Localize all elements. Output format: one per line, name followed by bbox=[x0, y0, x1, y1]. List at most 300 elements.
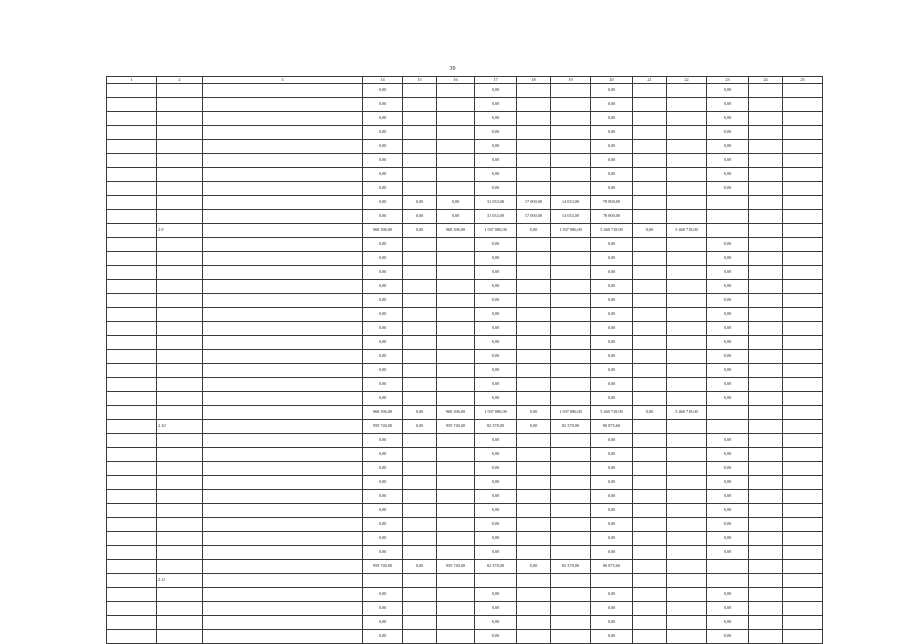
column-number-cell: 15 bbox=[403, 77, 437, 84]
value-cell: 0,00 bbox=[363, 448, 403, 462]
column-number-cell: 14 bbox=[363, 77, 403, 84]
value-cell: 0,00 bbox=[475, 308, 517, 322]
value-cell bbox=[633, 490, 667, 504]
row-label-cell bbox=[157, 476, 203, 490]
value-cell bbox=[633, 336, 667, 350]
value-cell bbox=[633, 84, 667, 98]
value-cell: 0,00 bbox=[707, 266, 749, 280]
value-cell bbox=[749, 490, 783, 504]
value-cell bbox=[783, 224, 823, 238]
value-cell: 0,00 bbox=[591, 630, 633, 644]
value-cell bbox=[749, 336, 783, 350]
value-cell bbox=[437, 294, 475, 308]
value-cell bbox=[403, 616, 437, 630]
value-cell: 0,00 bbox=[475, 616, 517, 630]
column-number-cell: 18 bbox=[517, 77, 551, 84]
value-cell bbox=[437, 84, 475, 98]
value-cell: 0,00 bbox=[591, 378, 633, 392]
value-cell bbox=[517, 350, 551, 364]
row-label-cell bbox=[157, 196, 203, 210]
budget-table bbox=[106, 76, 823, 644]
row-label-cell bbox=[107, 98, 157, 112]
value-cell: 0,00 bbox=[475, 518, 517, 532]
value-cell bbox=[749, 560, 783, 574]
value-cell bbox=[403, 308, 437, 322]
row-label-cell bbox=[107, 518, 157, 532]
value-cell bbox=[749, 448, 783, 462]
row-label-cell bbox=[157, 308, 203, 322]
value-cell bbox=[667, 462, 707, 476]
value-cell: 0,00 bbox=[475, 84, 517, 98]
value-cell bbox=[633, 462, 667, 476]
value-cell: 0,00 bbox=[591, 126, 633, 140]
value-cell bbox=[783, 462, 823, 476]
value-cell bbox=[517, 462, 551, 476]
row-label-cell bbox=[157, 518, 203, 532]
row-label-cell bbox=[203, 182, 363, 196]
row-label-cell bbox=[203, 490, 363, 504]
row-label-cell bbox=[203, 238, 363, 252]
value-cell: 0,00 bbox=[475, 364, 517, 378]
value-cell bbox=[517, 266, 551, 280]
row-label-cell bbox=[157, 630, 203, 644]
value-cell bbox=[707, 420, 749, 434]
value-cell bbox=[551, 182, 591, 196]
value-cell: 968 396,00 bbox=[437, 224, 475, 238]
row-label-cell bbox=[157, 280, 203, 294]
value-cell bbox=[707, 210, 749, 224]
row-label-cell bbox=[157, 238, 203, 252]
value-cell bbox=[551, 434, 591, 448]
value-cell bbox=[437, 140, 475, 154]
value-cell: 0,00 bbox=[591, 280, 633, 294]
row-label-cell bbox=[107, 434, 157, 448]
row-label-cell bbox=[107, 560, 157, 574]
row-label-cell bbox=[157, 616, 203, 630]
value-cell: 0,00 bbox=[707, 294, 749, 308]
table-row bbox=[107, 154, 823, 168]
value-cell bbox=[633, 252, 667, 266]
value-cell: 17 000,00 bbox=[517, 196, 551, 210]
value-cell bbox=[783, 196, 823, 210]
table-row bbox=[107, 532, 823, 546]
value-cell bbox=[517, 364, 551, 378]
value-cell bbox=[403, 392, 437, 406]
value-cell bbox=[551, 476, 591, 490]
value-cell: 82 378,00 bbox=[551, 420, 591, 434]
value-cell bbox=[551, 616, 591, 630]
value-cell: 0,00 bbox=[707, 518, 749, 532]
value-cell bbox=[403, 574, 437, 588]
row-label-cell bbox=[107, 602, 157, 616]
value-cell bbox=[403, 630, 437, 644]
row-label-cell bbox=[107, 350, 157, 364]
value-cell bbox=[633, 378, 667, 392]
value-cell: 0,00 bbox=[403, 224, 437, 238]
value-cell: 0,00 bbox=[707, 378, 749, 392]
value-cell: 0,00 bbox=[633, 406, 667, 420]
value-cell: 0,00 bbox=[475, 546, 517, 560]
row-label-cell bbox=[203, 196, 363, 210]
row-label-cell bbox=[157, 350, 203, 364]
value-cell bbox=[667, 350, 707, 364]
value-cell: 0,00 bbox=[475, 140, 517, 154]
value-cell bbox=[783, 448, 823, 462]
value-cell: 959 740,00 bbox=[437, 420, 475, 434]
row-label-cell bbox=[107, 574, 157, 588]
value-cell bbox=[633, 126, 667, 140]
value-cell bbox=[437, 182, 475, 196]
value-cell: 0,00 bbox=[363, 336, 403, 350]
table-row bbox=[107, 140, 823, 154]
value-cell bbox=[783, 378, 823, 392]
value-cell bbox=[551, 350, 591, 364]
table-row bbox=[107, 630, 823, 644]
value-cell bbox=[749, 182, 783, 196]
value-cell bbox=[551, 392, 591, 406]
value-cell: 0,00 bbox=[363, 168, 403, 182]
value-cell bbox=[633, 630, 667, 644]
value-cell bbox=[707, 574, 749, 588]
column-number-cell: 19 bbox=[551, 77, 591, 84]
value-cell bbox=[551, 546, 591, 560]
value-cell: 1 937 086,00 bbox=[551, 224, 591, 238]
value-cell bbox=[517, 476, 551, 490]
row-label-cell bbox=[107, 154, 157, 168]
value-cell bbox=[783, 490, 823, 504]
value-cell bbox=[437, 490, 475, 504]
table-row bbox=[107, 196, 823, 210]
value-cell bbox=[783, 294, 823, 308]
value-cell bbox=[783, 574, 823, 588]
value-cell: 0,00 bbox=[707, 602, 749, 616]
value-cell: 0,00 bbox=[363, 98, 403, 112]
value-cell: 0,00 bbox=[363, 630, 403, 644]
value-cell bbox=[403, 378, 437, 392]
value-cell: 0,00 bbox=[591, 588, 633, 602]
value-cell: 0,00 bbox=[517, 420, 551, 434]
value-cell: 0,00 bbox=[591, 602, 633, 616]
row-label-cell bbox=[107, 322, 157, 336]
row-label-cell bbox=[157, 336, 203, 350]
value-cell bbox=[783, 266, 823, 280]
value-cell bbox=[551, 84, 591, 98]
table-row bbox=[107, 84, 823, 98]
value-cell: 0,00 bbox=[363, 546, 403, 560]
value-cell: 0,00 bbox=[475, 602, 517, 616]
value-cell bbox=[633, 196, 667, 210]
value-cell: 5 460 718,00 bbox=[591, 406, 633, 420]
value-cell bbox=[783, 140, 823, 154]
row-label-cell bbox=[157, 546, 203, 560]
value-cell bbox=[437, 322, 475, 336]
value-cell bbox=[517, 434, 551, 448]
value-cell bbox=[437, 616, 475, 630]
value-cell: 0,00 bbox=[475, 392, 517, 406]
row-label-cell bbox=[107, 406, 157, 420]
value-cell: 0,00 bbox=[591, 476, 633, 490]
value-cell: 0,00 bbox=[707, 434, 749, 448]
table-row bbox=[107, 378, 823, 392]
value-cell: 0,00 bbox=[475, 182, 517, 196]
value-cell bbox=[749, 210, 783, 224]
column-number-cell: 1 bbox=[107, 77, 157, 84]
value-cell: 0,00 bbox=[475, 504, 517, 518]
value-cell bbox=[633, 168, 667, 182]
value-cell bbox=[667, 588, 707, 602]
value-cell: 0,00 bbox=[707, 462, 749, 476]
value-cell bbox=[437, 518, 475, 532]
value-cell: 0,00 bbox=[363, 462, 403, 476]
value-cell: 0,00 bbox=[707, 588, 749, 602]
value-cell bbox=[783, 630, 823, 644]
row-label-cell bbox=[157, 154, 203, 168]
value-cell: 0,00 bbox=[403, 406, 437, 420]
value-cell: 0,00 bbox=[591, 434, 633, 448]
value-cell bbox=[437, 154, 475, 168]
value-cell bbox=[707, 224, 749, 238]
value-cell bbox=[403, 266, 437, 280]
value-cell bbox=[783, 434, 823, 448]
value-cell bbox=[403, 322, 437, 336]
value-cell bbox=[667, 182, 707, 196]
value-cell: 0,00 bbox=[591, 308, 633, 322]
value-cell: 0,00 bbox=[591, 322, 633, 336]
value-cell: 0,00 bbox=[591, 168, 633, 182]
value-cell bbox=[783, 350, 823, 364]
row-label-cell bbox=[157, 560, 203, 574]
table-row bbox=[107, 434, 823, 448]
table-row bbox=[107, 98, 823, 112]
row-label-cell bbox=[157, 126, 203, 140]
value-cell: 0,00 bbox=[363, 112, 403, 126]
value-cell bbox=[475, 574, 517, 588]
value-cell: 0,00 bbox=[591, 294, 633, 308]
value-cell bbox=[403, 336, 437, 350]
row-label-cell bbox=[157, 462, 203, 476]
value-cell bbox=[437, 98, 475, 112]
column-number-cell: 16 bbox=[437, 77, 475, 84]
value-cell: 0,00 bbox=[363, 350, 403, 364]
value-cell bbox=[783, 476, 823, 490]
value-cell bbox=[437, 364, 475, 378]
row-label-cell bbox=[107, 490, 157, 504]
value-cell bbox=[667, 546, 707, 560]
table-row bbox=[107, 350, 823, 364]
row-label-cell bbox=[203, 406, 363, 420]
value-cell bbox=[633, 364, 667, 378]
value-cell: 0,00 bbox=[363, 378, 403, 392]
value-cell bbox=[783, 392, 823, 406]
row-label-cell bbox=[107, 532, 157, 546]
value-cell: 0,00 bbox=[707, 532, 749, 546]
table-row bbox=[107, 280, 823, 294]
value-cell: 968 396,00 bbox=[363, 224, 403, 238]
value-cell: 0,00 bbox=[475, 476, 517, 490]
row-label-cell bbox=[203, 84, 363, 98]
column-number-cell: 20 bbox=[591, 77, 633, 84]
value-cell: 0,00 bbox=[363, 518, 403, 532]
value-cell bbox=[633, 238, 667, 252]
row-label-cell bbox=[107, 392, 157, 406]
row-label-cell bbox=[157, 490, 203, 504]
value-cell bbox=[749, 126, 783, 140]
value-cell bbox=[517, 630, 551, 644]
value-cell: 0,00 bbox=[707, 252, 749, 266]
row-label-cell bbox=[203, 546, 363, 560]
value-cell: 78 800,00 bbox=[591, 210, 633, 224]
value-cell bbox=[551, 448, 591, 462]
row-label-cell bbox=[203, 252, 363, 266]
table-row bbox=[107, 518, 823, 532]
value-cell: 0,00 bbox=[475, 630, 517, 644]
value-cell bbox=[749, 112, 783, 126]
value-cell: 959 740,00 bbox=[363, 560, 403, 574]
value-cell bbox=[517, 392, 551, 406]
row-label-cell bbox=[157, 294, 203, 308]
value-cell: 0,00 bbox=[633, 224, 667, 238]
value-cell: 0,00 bbox=[363, 490, 403, 504]
value-cell bbox=[517, 182, 551, 196]
value-cell bbox=[749, 504, 783, 518]
row-label-cell bbox=[107, 238, 157, 252]
table-row bbox=[107, 364, 823, 378]
value-cell: 0,00 bbox=[363, 392, 403, 406]
row-label-cell bbox=[203, 154, 363, 168]
row-label-cell bbox=[107, 224, 157, 238]
value-cell: 0,00 bbox=[363, 308, 403, 322]
value-cell bbox=[749, 602, 783, 616]
value-cell bbox=[437, 126, 475, 140]
value-cell bbox=[403, 98, 437, 112]
value-cell: 959 740,00 bbox=[363, 420, 403, 434]
value-cell bbox=[633, 546, 667, 560]
value-cell: 0,00 bbox=[517, 406, 551, 420]
table-row bbox=[107, 420, 823, 434]
value-cell bbox=[783, 252, 823, 266]
value-cell bbox=[783, 84, 823, 98]
value-cell: 0,00 bbox=[363, 532, 403, 546]
column-number-row bbox=[107, 77, 823, 84]
value-cell bbox=[517, 532, 551, 546]
value-cell bbox=[667, 294, 707, 308]
value-cell: 0,00 bbox=[591, 266, 633, 280]
row-label-cell bbox=[203, 434, 363, 448]
value-cell: 14 033,00 bbox=[551, 196, 591, 210]
value-cell bbox=[749, 434, 783, 448]
row-label-cell bbox=[107, 588, 157, 602]
row-label-cell bbox=[157, 84, 203, 98]
value-cell bbox=[403, 154, 437, 168]
value-cell bbox=[749, 546, 783, 560]
value-cell: 0,00 bbox=[475, 280, 517, 294]
row-label-cell bbox=[107, 126, 157, 140]
value-cell bbox=[783, 588, 823, 602]
table-row bbox=[107, 504, 823, 518]
value-cell: 0,00 bbox=[363, 294, 403, 308]
value-cell bbox=[551, 532, 591, 546]
value-cell bbox=[403, 476, 437, 490]
value-cell: 5 460 718,00 bbox=[667, 406, 707, 420]
value-cell bbox=[517, 140, 551, 154]
value-cell bbox=[403, 364, 437, 378]
row-label-cell bbox=[203, 532, 363, 546]
value-cell bbox=[633, 574, 667, 588]
row-label-cell bbox=[203, 476, 363, 490]
value-cell bbox=[517, 448, 551, 462]
value-cell: 0,00 bbox=[707, 364, 749, 378]
value-cell: 96 875,60 bbox=[591, 420, 633, 434]
value-cell bbox=[517, 588, 551, 602]
value-cell bbox=[749, 378, 783, 392]
value-cell bbox=[551, 602, 591, 616]
value-cell bbox=[403, 490, 437, 504]
value-cell: 0,00 bbox=[591, 112, 633, 126]
row-label-cell bbox=[157, 98, 203, 112]
row-label-cell bbox=[157, 434, 203, 448]
row-label-cell bbox=[107, 196, 157, 210]
value-cell bbox=[437, 532, 475, 546]
value-cell bbox=[551, 322, 591, 336]
row-label-cell bbox=[203, 364, 363, 378]
value-cell bbox=[783, 308, 823, 322]
row-label-cell bbox=[203, 448, 363, 462]
value-cell bbox=[633, 98, 667, 112]
row-label-cell: 2.9 bbox=[157, 224, 203, 238]
value-cell bbox=[749, 588, 783, 602]
value-cell bbox=[437, 168, 475, 182]
value-cell bbox=[517, 336, 551, 350]
value-cell bbox=[517, 154, 551, 168]
row-label-cell bbox=[107, 140, 157, 154]
column-number-cell: 17 bbox=[475, 77, 517, 84]
value-cell bbox=[403, 588, 437, 602]
value-cell: 0,00 bbox=[363, 126, 403, 140]
table-row bbox=[107, 308, 823, 322]
value-cell bbox=[783, 112, 823, 126]
value-cell: 0,00 bbox=[363, 238, 403, 252]
row-label-cell bbox=[203, 336, 363, 350]
value-cell: 0,00 bbox=[475, 336, 517, 350]
value-cell bbox=[667, 140, 707, 154]
value-cell: 0,00 bbox=[363, 196, 403, 210]
value-cell bbox=[749, 98, 783, 112]
value-cell bbox=[403, 168, 437, 182]
value-cell bbox=[403, 504, 437, 518]
row-label-cell bbox=[107, 308, 157, 322]
row-label-cell bbox=[157, 182, 203, 196]
value-cell bbox=[517, 294, 551, 308]
value-cell: 0,00 bbox=[707, 476, 749, 490]
row-label-cell bbox=[157, 168, 203, 182]
row-label-cell bbox=[157, 392, 203, 406]
value-cell bbox=[551, 280, 591, 294]
row-label-cell bbox=[203, 560, 363, 574]
value-cell bbox=[783, 420, 823, 434]
value-cell bbox=[749, 364, 783, 378]
value-cell bbox=[517, 126, 551, 140]
value-cell: 0,00 bbox=[363, 602, 403, 616]
value-cell bbox=[633, 280, 667, 294]
value-cell bbox=[517, 546, 551, 560]
row-label-cell bbox=[107, 630, 157, 644]
value-cell bbox=[749, 266, 783, 280]
value-cell bbox=[749, 252, 783, 266]
row-label-cell bbox=[157, 504, 203, 518]
value-cell bbox=[437, 574, 475, 588]
value-cell bbox=[633, 266, 667, 280]
value-cell bbox=[783, 602, 823, 616]
